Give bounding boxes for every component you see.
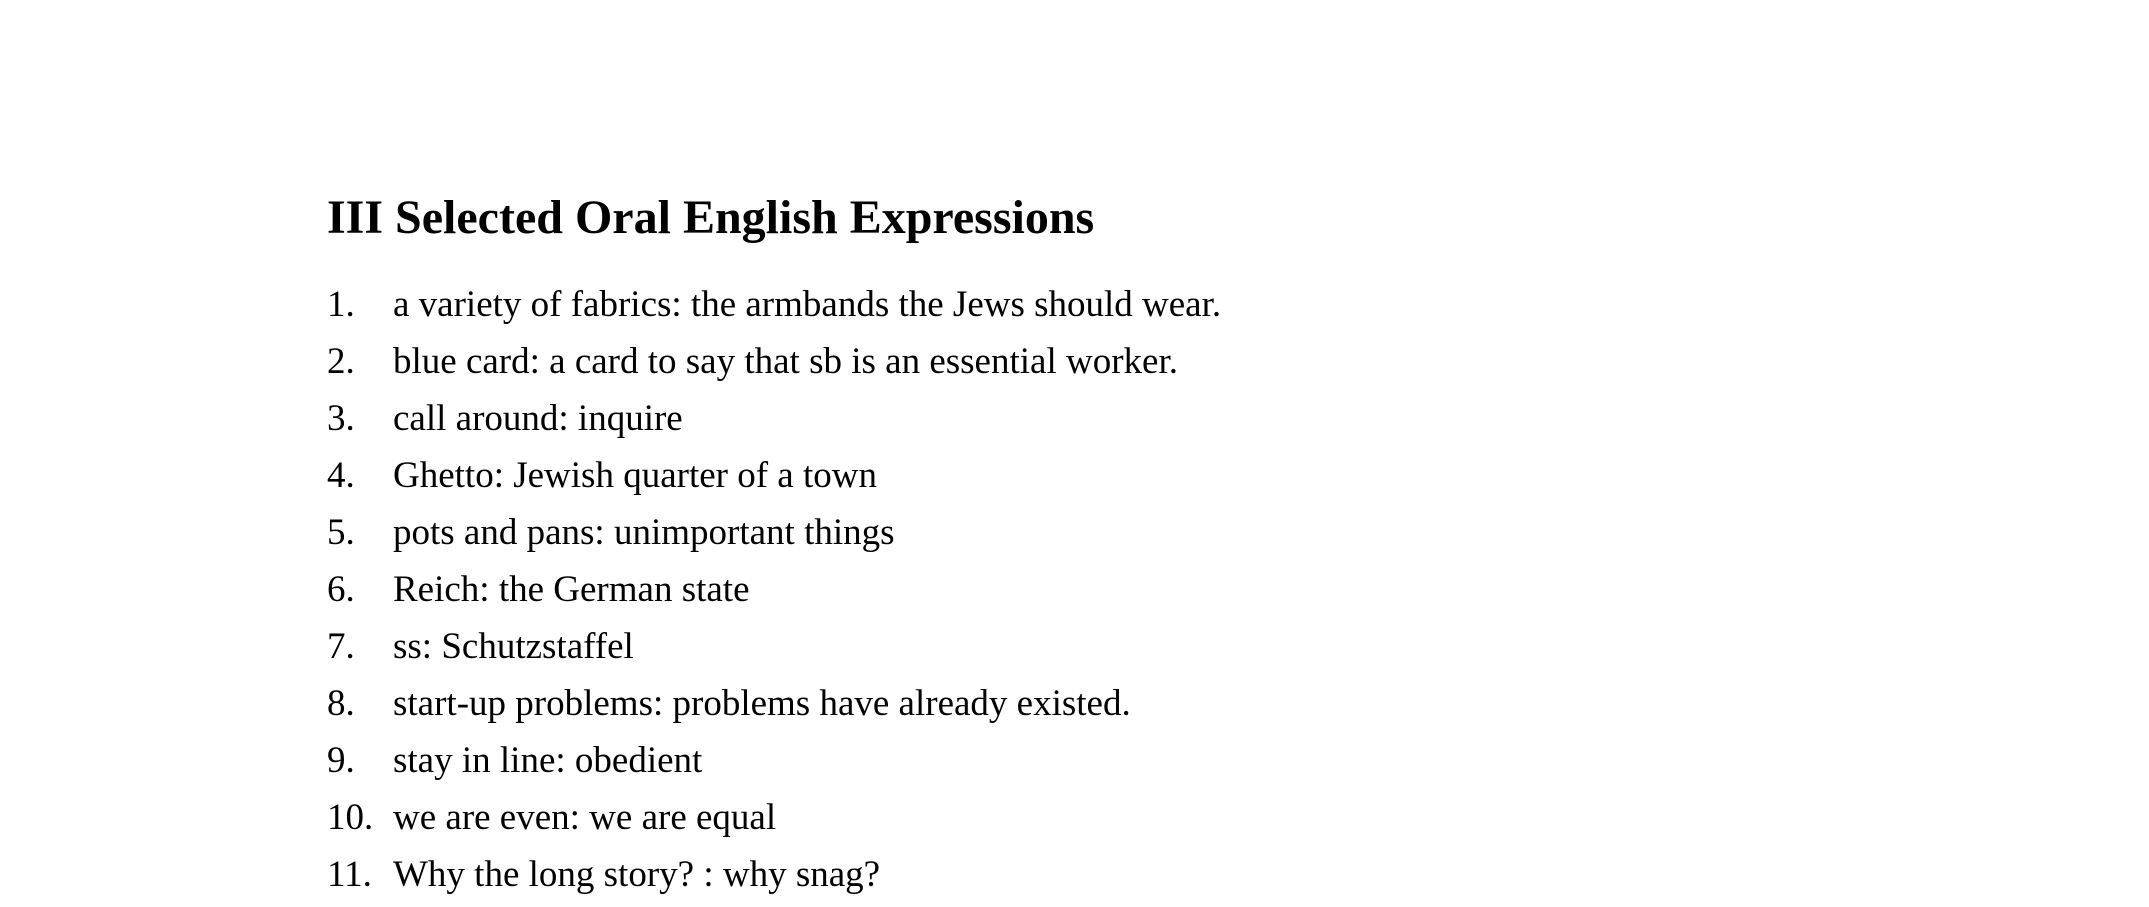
item-number: 6. (327, 569, 355, 610)
item-text: Reich: the German state (393, 569, 750, 610)
list-item (327, 565, 1221, 622)
item-number: 8. (327, 683, 355, 724)
item-text: Ghetto: Jewish quarter of a town (393, 455, 877, 496)
item-text: stay in line: obedient (393, 740, 703, 781)
item-number: 10. (327, 797, 374, 838)
item-number: 2. (327, 341, 355, 382)
list-item (327, 736, 1221, 793)
item-text: start-up problems: problems have already existed. (393, 683, 1131, 724)
list-item (327, 850, 1221, 907)
expressions-list (327, 280, 1221, 907)
list-item (327, 451, 1221, 508)
list-item (327, 508, 1221, 565)
item-text: blue card: a card to say that sb is an essential worker. (393, 341, 1178, 382)
list-item (327, 394, 1221, 451)
item-text: we are even: we are equal (393, 797, 777, 838)
list-item (327, 280, 1221, 337)
item-text: a variety of fabrics: the armbands the Jews should wear. (393, 284, 1222, 325)
item-number: 5. (327, 512, 355, 553)
item-number: 3. (327, 398, 355, 439)
list-item (327, 793, 1221, 850)
item-number: 1. (327, 284, 355, 325)
item-number: 7. (327, 626, 355, 667)
item-text: Why the long story? : why snag? (393, 854, 881, 895)
list-item (327, 337, 1221, 394)
item-number: 9. (327, 740, 355, 781)
item-text: ss: Schutzstaffel (393, 626, 634, 667)
list-item (327, 679, 1221, 736)
item-number: 11. (327, 854, 372, 895)
item-text: call around: inquire (393, 398, 683, 439)
list-item (327, 622, 1221, 679)
section-heading: III Selected Oral English Expressions (327, 191, 1095, 244)
item-number: 4. (327, 455, 355, 496)
item-text: pots and pans: unimportant things (393, 512, 895, 553)
